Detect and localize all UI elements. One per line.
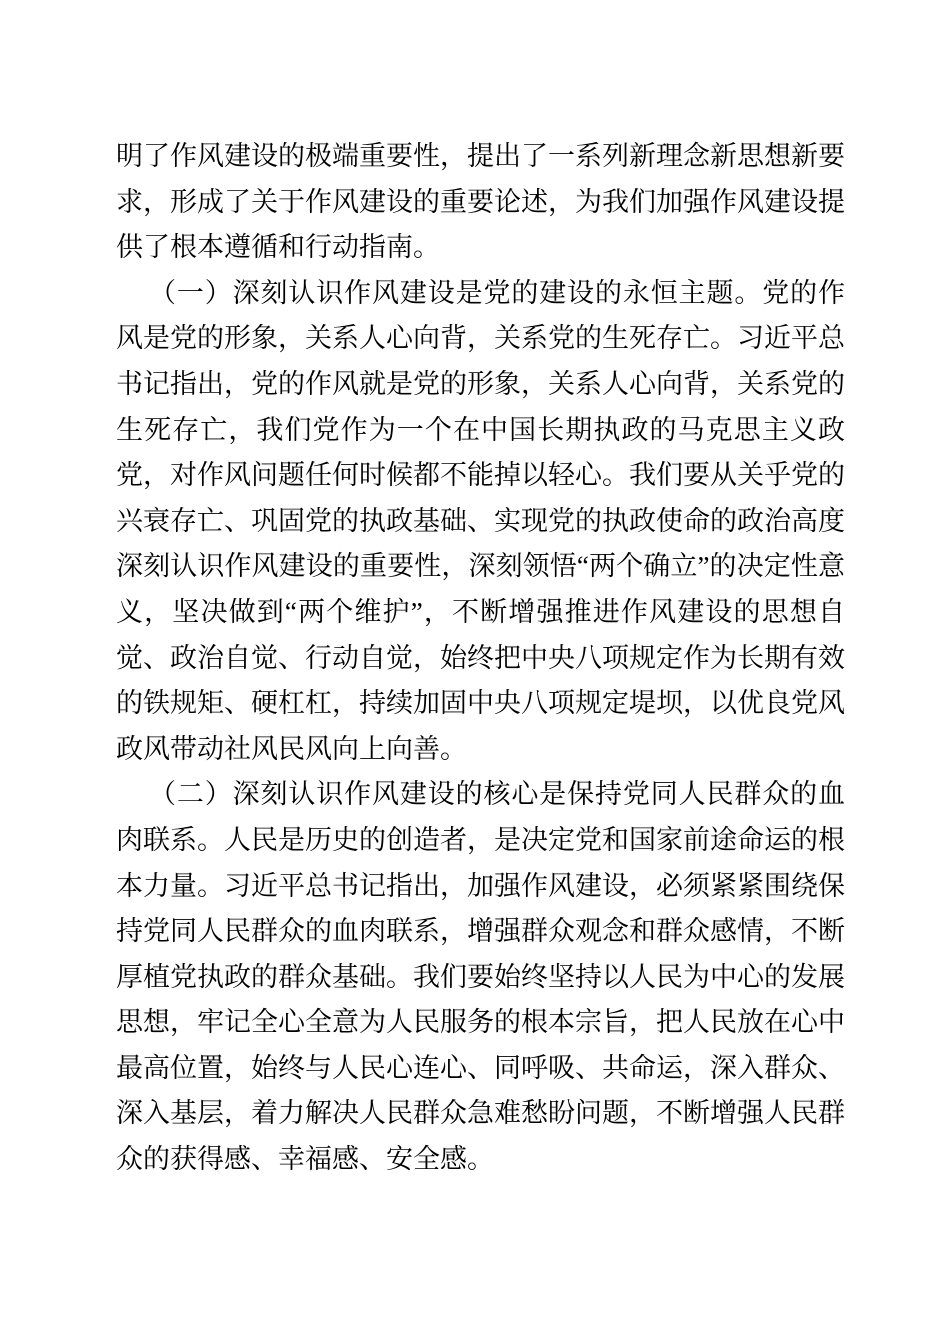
- paragraph: 明了作风建设的极端重要性，提出了一系列新理念新思想新要求，形成了关于作风建设的重要论述，为我们加强作风建设提供了根本遵循和行动指南。: [116, 141, 845, 263]
- document-body: [116, 134, 845, 1183]
- paragraph: （二）深刻认识作风建设的核心是保持党同人民群众的血肉联系。人民是历史的创造者，是决定党和国家前途命运的根本力量。习近平总书记指出，加强作风建设，必须紧紧围绕保持党同人民群众的血肉联系，增强群众观念和群众感情，不断厚植党执政的群众基础。我们要始终坚持以人民为中心的发展思想，牢记全心全意为人民服务的根本宗旨，把人民放在心中最高位置，始终与人民心连心、同呼吸、共命运，深入群众、深入基层，着力解决人民群众急难愁盼问题，不断增强人民群众的获得感、幸福感、安全感。: [116, 779, 845, 1175]
- paragraph: （一）深刻认识作风建设是党的建设的永恒主题。党的作风是党的形象，关系人心向背，关系党的生死存亡。习近平总书记指出，党的作风就是党的形象，关系人心向背，关系党的生死存亡，我们党作为一个在中国长期执政的马克思主义政党，对作风问题任何时候都不能掉以轻心。我们要从关乎党的兴衰存亡、巩固党的执政基础、实现党的执政使命的政治高度深刻认识作风建设的重要性，深刻领悟“两个确立”的决定性意义，坚决做到“两个维护”，不断增强推进作风建设的思想自觉、政治自觉、行动自觉，始终把中央八项规定作为长期有效的铁规矩、硬杠杠，持续加固中央八项规定堤坝，以优良党风政风带动社风民风向上向善。: [116, 277, 845, 764]
